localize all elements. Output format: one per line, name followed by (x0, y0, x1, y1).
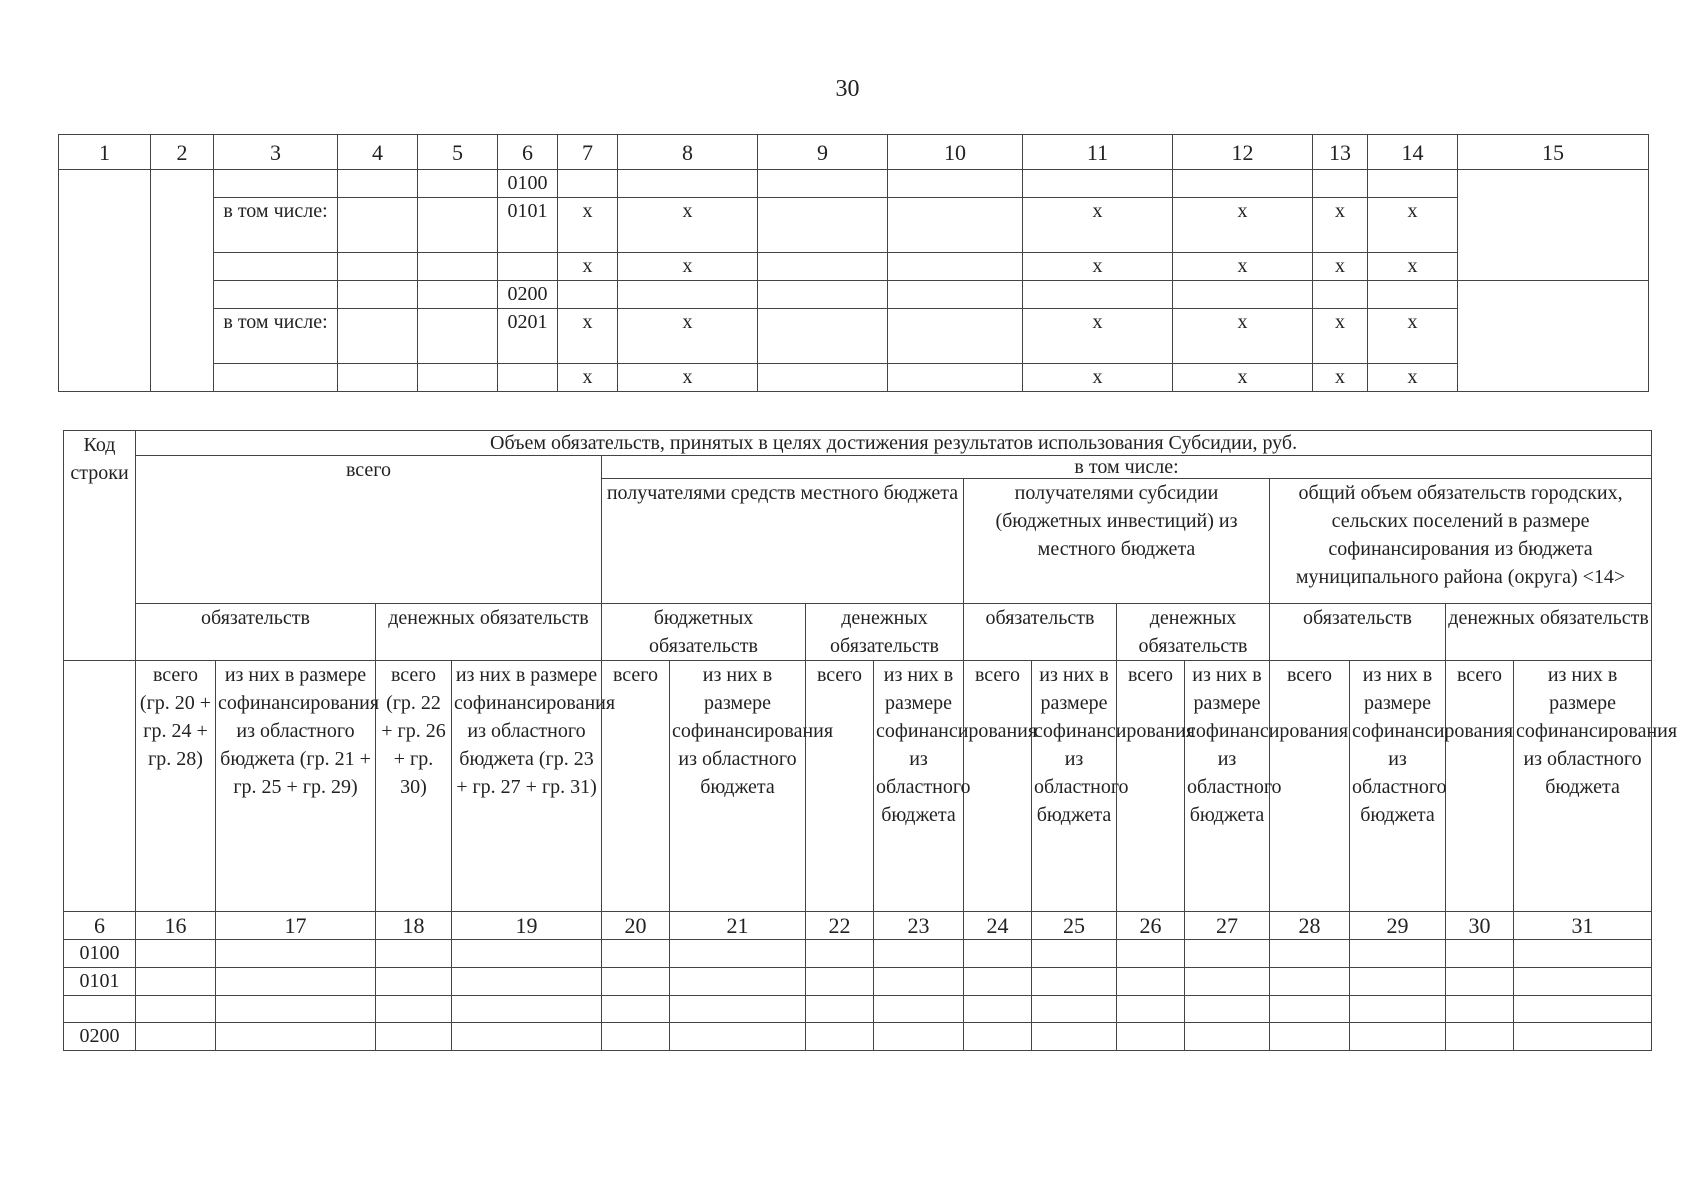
table-cell (338, 364, 418, 392)
row-code: 0101 (64, 968, 136, 996)
col-total-header: всего (964, 661, 1032, 912)
table-cell (758, 198, 888, 253)
table-cell (602, 940, 670, 968)
table-cell (1032, 940, 1117, 968)
table-cell (1023, 170, 1173, 198)
col-total-header: всего (602, 661, 670, 912)
col-total-header: всего (1117, 661, 1185, 912)
table-cell: x (1173, 198, 1313, 253)
column-number: 10 (888, 135, 1023, 170)
table-cell (418, 198, 498, 253)
table-cell (376, 940, 452, 968)
table-cell (452, 968, 602, 996)
column-number: 7 (558, 135, 618, 170)
table-cell (418, 281, 498, 309)
table-cell (338, 281, 418, 309)
table-cell (618, 170, 758, 198)
table-cell: в том числе: (214, 198, 338, 253)
sub-obligations: обязательств (964, 604, 1117, 661)
total-header: всего (136, 456, 602, 604)
table-cell (1270, 968, 1350, 996)
col-19-header: из них в размере софинансирования из областного бюджета (гр. 23 + гр. 27 + гр. 31) (452, 661, 602, 912)
table-cell: x (1313, 253, 1368, 281)
column-number: 1 (59, 135, 151, 170)
col-cofinance-header: из них в размере софинансирования из областного бюджета (670, 661, 806, 912)
sub-obligations: обязательств (136, 604, 376, 661)
table-cell: x (1023, 198, 1173, 253)
sub-budget: бюджетных обязательств (602, 604, 806, 661)
column-number: 20 (602, 912, 670, 940)
table-cell (1313, 170, 1368, 198)
table-cell (1514, 996, 1652, 1023)
table-cell (1173, 170, 1313, 198)
table-cell: x (1313, 309, 1368, 364)
group-local-recipients: получателями средств местного бюджета (602, 479, 964, 604)
table-cell (376, 968, 452, 996)
table-cell: x (1368, 198, 1458, 253)
column-number: 31 (1514, 912, 1652, 940)
table-cell (1458, 281, 1649, 392)
table-cell (136, 940, 216, 968)
col-cofinance-header: из них в размере софинансирования из областного бюджета (1350, 661, 1446, 912)
row-code: 0101 (498, 198, 558, 253)
table-cell: x (618, 253, 758, 281)
column-number: 9 (758, 135, 888, 170)
column-number: 5 (418, 135, 498, 170)
table-cell (1023, 281, 1173, 309)
table-row (64, 1023, 1652, 1051)
column-number: 4 (338, 135, 418, 170)
including-header: в том числе: (602, 456, 1652, 479)
table-cell (136, 996, 216, 1023)
table-cell (670, 996, 806, 1023)
table-cell (418, 364, 498, 392)
table-cell (888, 309, 1023, 364)
table-cell (964, 968, 1032, 996)
header-row-main (64, 431, 1652, 456)
column-number: 17 (216, 912, 376, 940)
table-cell (806, 996, 874, 1023)
row-code: 0100 (498, 170, 558, 198)
group-subsidy-recipients: получателями субсидии (бюджетных инвестиций) из местного бюджета (964, 479, 1270, 604)
table-cell: x (1313, 364, 1368, 392)
table-cell (758, 309, 888, 364)
table-cell: x (558, 198, 618, 253)
table-cell: x (558, 253, 618, 281)
row-code (64, 996, 136, 1023)
table-cell (758, 281, 888, 309)
header-row-columns (64, 661, 1652, 912)
table-cell: x (558, 364, 618, 392)
table-cell (1350, 940, 1446, 968)
table-cell (758, 170, 888, 198)
table-cell (602, 1023, 670, 1051)
table-cell (618, 281, 758, 309)
table-cell: x (618, 364, 758, 392)
table-cell (136, 968, 216, 996)
table-cell (1446, 968, 1514, 996)
table-cell: x (1023, 364, 1173, 392)
table-cell (376, 996, 452, 1023)
column-number: 16 (136, 912, 216, 940)
table-cell: x (1173, 253, 1313, 281)
row-code: 0201 (498, 309, 558, 364)
column-number: 24 (964, 912, 1032, 940)
table-cell (136, 1023, 216, 1051)
table-cell (1368, 170, 1458, 198)
table-cell (602, 996, 670, 1023)
table-cell (418, 253, 498, 281)
table-cell (452, 940, 602, 968)
table-cell: x (1023, 253, 1173, 281)
column-number: 19 (452, 912, 602, 940)
table-cell (670, 940, 806, 968)
table-cell (216, 1023, 376, 1051)
table-cell (874, 968, 964, 996)
table-cell (1458, 170, 1649, 281)
table-cell (1032, 968, 1117, 996)
table-cell (1270, 1023, 1350, 1051)
row-code: 0200 (498, 281, 558, 309)
header-row-obligation-types (64, 604, 1652, 661)
col-cofinance-header: из них в размере софинансирования из областного бюджета (874, 661, 964, 912)
col-16-header: всего (гр. 20 + гр. 24 + гр. 28) (136, 661, 216, 912)
sub-monetary: денежных обязательств (1446, 604, 1652, 661)
top-table-header-row (59, 135, 1649, 170)
column-number: 22 (806, 912, 874, 940)
table-cell: x (1368, 253, 1458, 281)
table-cell (452, 1023, 602, 1051)
table-cell (1514, 1023, 1652, 1051)
table-cell (214, 170, 338, 198)
column-number: 13 (1313, 135, 1368, 170)
column-number: 25 (1032, 912, 1117, 940)
column-number: 27 (1185, 912, 1270, 940)
main-header: Объем обязательств, принятых в целях достижения результатов использования Субсидии, руб. (136, 431, 1652, 456)
table-cell (1350, 1023, 1446, 1051)
col-18-header: всего (гр. 22 + гр. 26 + гр. 30) (376, 661, 452, 912)
table-cell (1514, 940, 1652, 968)
table-cell: x (1023, 309, 1173, 364)
table-cell (558, 281, 618, 309)
row-code (498, 364, 558, 392)
table-cell (376, 1023, 452, 1051)
table-cell (216, 996, 376, 1023)
table-row (59, 170, 1649, 198)
table-cell (874, 940, 964, 968)
column-number: 26 (1117, 912, 1185, 940)
column-number: 6 (498, 135, 558, 170)
table-cell (1117, 996, 1185, 1023)
table-cell (758, 253, 888, 281)
sub-obligations: обязательств (1270, 604, 1446, 661)
code-header: Код строки (64, 431, 136, 661)
table-cell (888, 281, 1023, 309)
table-cell (1032, 996, 1117, 1023)
sub-monetary: денежных обязательств (806, 604, 964, 661)
table-cell (888, 170, 1023, 198)
column-number: 21 (670, 912, 806, 940)
table-cell: x (618, 309, 758, 364)
table-cell (1185, 996, 1270, 1023)
col-cofinance-header: из них в размере софинансирования из областного бюджета (1032, 661, 1117, 912)
column-number: 23 (874, 912, 964, 940)
table-cell (1117, 1023, 1185, 1051)
col-total-header: всего (1446, 661, 1514, 912)
table-cell (1032, 1023, 1117, 1051)
table-row (64, 996, 1652, 1023)
table-cell (1185, 940, 1270, 968)
column-number: 6 (64, 912, 136, 940)
row-code: 0200 (64, 1023, 136, 1051)
table-cell (806, 940, 874, 968)
table-row (59, 253, 1649, 281)
group-settlements: общий объем обязательств городских, сельских поселений в размере софинансирования из бюджета муниципального района (округа) <14> (1270, 479, 1652, 604)
column-number: 30 (1446, 912, 1514, 940)
table-cell (1350, 968, 1446, 996)
table-row (64, 940, 1652, 968)
table-cell: x (1368, 364, 1458, 392)
table-cell: x (1313, 198, 1368, 253)
table-cell (1514, 968, 1652, 996)
table-cell (1185, 968, 1270, 996)
column-number: 28 (1270, 912, 1350, 940)
table-cell (338, 309, 418, 364)
table-cell (888, 253, 1023, 281)
table-cell (1117, 968, 1185, 996)
table-cell: x (558, 309, 618, 364)
table-cell (151, 170, 214, 392)
header-row-groups (64, 456, 1652, 479)
table-cell (338, 198, 418, 253)
column-number: 15 (1458, 135, 1649, 170)
table-cell (888, 364, 1023, 392)
table-cell (964, 996, 1032, 1023)
table-cell (1446, 940, 1514, 968)
table-cell (670, 968, 806, 996)
column-number: 29 (1350, 912, 1446, 940)
table-cell (1270, 940, 1350, 968)
table-row (64, 968, 1652, 996)
table-cell (214, 364, 338, 392)
table-cell (602, 968, 670, 996)
table-row (59, 309, 1649, 364)
row-code (498, 253, 558, 281)
table-cell (758, 364, 888, 392)
table-cell (1173, 281, 1313, 309)
table-cell (888, 198, 1023, 253)
table-cell (1313, 281, 1368, 309)
table-cell: x (1173, 364, 1313, 392)
table-cell (806, 968, 874, 996)
table-row (59, 364, 1649, 392)
column-number: 12 (1173, 135, 1313, 170)
column-number: 2 (151, 135, 214, 170)
code-column-spacer (64, 661, 136, 912)
table-cell (214, 281, 338, 309)
table-cell (1350, 996, 1446, 1023)
table-cell (806, 1023, 874, 1051)
column-numbers-row (64, 912, 1652, 940)
table-cell (338, 170, 418, 198)
table-cell (670, 1023, 806, 1051)
col-total-header: всего (806, 661, 874, 912)
table-row (59, 281, 1649, 309)
obligations-table (63, 430, 1678, 1051)
table-cell: x (1368, 309, 1458, 364)
table-cell (558, 170, 618, 198)
table-cell: в том числе: (214, 309, 338, 364)
column-number: 8 (618, 135, 758, 170)
table-cell (1270, 996, 1350, 1023)
col-17-header: из них в размере софинансирования из областного бюджета (гр. 21 + гр. 25 + гр. 29) (216, 661, 376, 912)
table-cell (216, 940, 376, 968)
table-row (59, 198, 1649, 253)
table-cell (964, 940, 1032, 968)
table-cell (874, 996, 964, 1023)
column-number: 11 (1023, 135, 1173, 170)
table-cell (418, 170, 498, 198)
sub-monetary: денежных обязательств (1117, 604, 1270, 661)
column-number: 14 (1368, 135, 1458, 170)
table-cell: x (618, 198, 758, 253)
table-cell (1446, 996, 1514, 1023)
col-cofinance-header: из них в размере софинансирования из областного бюджета (1514, 661, 1652, 912)
col-total-header: всего (1270, 661, 1350, 912)
table-cell (59, 170, 151, 392)
row-code: 0100 (64, 940, 136, 968)
table-cell (338, 253, 418, 281)
page-number: 30 (835, 76, 860, 102)
table-cell (216, 968, 376, 996)
table-cell (1185, 1023, 1270, 1051)
table-cell (874, 1023, 964, 1051)
column-number: 3 (214, 135, 338, 170)
top-table (58, 134, 1649, 392)
table-cell (214, 253, 338, 281)
table-cell (418, 309, 498, 364)
col-cofinance-header: из них в размере софинансирования из областного бюджета (1185, 661, 1270, 912)
table-cell (1368, 281, 1458, 309)
table-cell (1117, 940, 1185, 968)
table-cell (964, 1023, 1032, 1051)
table-cell: x (1173, 309, 1313, 364)
table-cell (1446, 1023, 1514, 1051)
table-cell (452, 996, 602, 1023)
column-number: 18 (376, 912, 452, 940)
sub-monetary: денежных обязательств (376, 604, 602, 661)
